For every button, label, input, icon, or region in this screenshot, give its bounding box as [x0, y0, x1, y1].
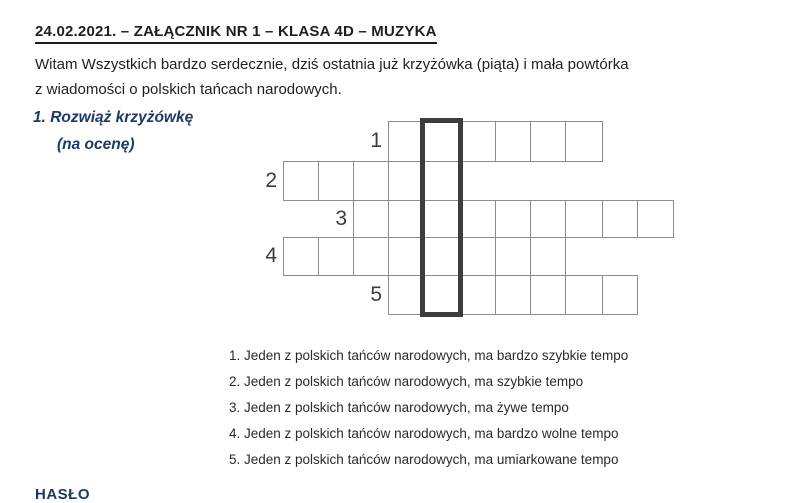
crossword-cell [530, 121, 566, 162]
crossword-cell [460, 121, 496, 162]
intro-line: z wiadomości o polskich tańcach narodowych. [35, 81, 342, 98]
crossword-cell [460, 200, 496, 238]
crossword-cell [460, 275, 496, 315]
crossword-cell [530, 275, 566, 315]
section-subheading: (na ocenę) [57, 136, 135, 153]
crossword-cell [495, 121, 531, 162]
crossword-cell [388, 237, 424, 276]
clue-item: 5. Jeden z polskich tańców narodowych, ma umiarkowane tempo [229, 452, 619, 467]
crossword-cell [495, 237, 531, 276]
crossword-cell [565, 275, 603, 315]
crossword-row-number: 1 [370, 129, 382, 152]
crossword-cell [318, 237, 354, 276]
crossword-cell [460, 237, 496, 276]
haslo-label: HASŁO [35, 486, 90, 503]
crossword-cell [530, 200, 566, 238]
crossword-cell [283, 161, 319, 201]
clue-item: 4. Jeden z polskich tańców narodowych, ma bardzo wolne tempo [229, 426, 619, 441]
crossword-cell [388, 200, 424, 238]
clue-item: 1. Jeden z polskich tańców narodowych, ma bardzo szybkie tempo [229, 348, 629, 363]
crossword-cell [353, 161, 389, 201]
clue-item: 3. Jeden z polskich tańców narodowych, ma żywe tempo [229, 400, 569, 415]
crossword-cell [388, 121, 424, 162]
crossword-cell [283, 237, 319, 276]
crossword-cell [637, 200, 674, 238]
intro-line: Witam Wszystkich bardzo serdecznie, dziś ostatnia już krzyżówka (piąta) i mała powtórka [35, 56, 629, 73]
crossword-row-number: 4 [265, 244, 277, 267]
crossword-cell [353, 200, 389, 238]
highlight-column-frame [420, 118, 463, 317]
crossword-cell [495, 200, 531, 238]
crossword-cell [318, 161, 354, 201]
crossword-cell [530, 237, 566, 276]
page-title: 24.02.2021. – ZAŁĄCZNIK NR 1 – KLASA 4D – MUZYKA [35, 23, 437, 44]
crossword-cell [602, 275, 638, 315]
crossword-cell [565, 200, 603, 238]
section-heading: 1. Rozwiąż krzyżówkę [33, 109, 194, 126]
crossword-cell [495, 275, 531, 315]
crossword-cell [565, 121, 603, 162]
clue-item: 2. Jeden z polskich tańców narodowych, ma szybkie tempo [229, 374, 584, 389]
crossword-row-number: 3 [335, 207, 347, 230]
crossword-cell [353, 237, 389, 276]
crossword-cell [602, 200, 638, 238]
clue-list [229, 343, 628, 473]
crossword-row-number: 5 [370, 283, 382, 306]
crossword-cell [388, 161, 424, 201]
crossword-row-number: 2 [265, 169, 277, 192]
crossword-cell [388, 275, 424, 315]
